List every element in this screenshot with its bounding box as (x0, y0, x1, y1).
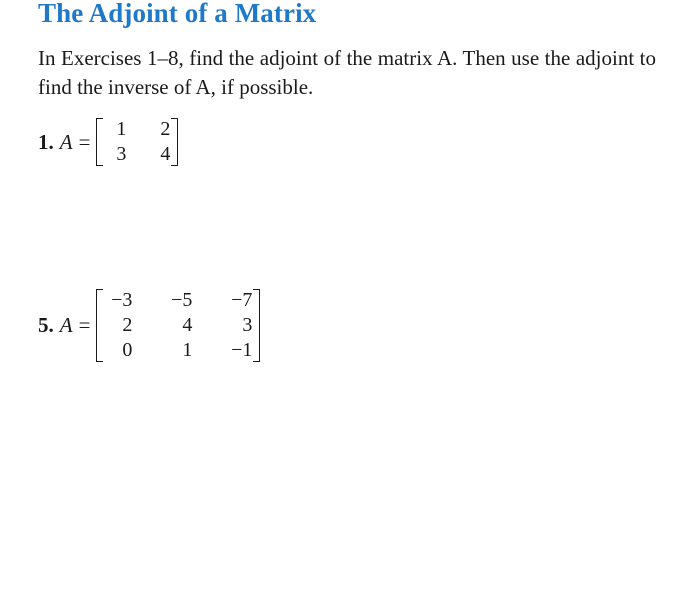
matrix-cell: 3 (116, 143, 127, 165)
matrix-row (104, 117, 170, 142)
matrix-cell: 1 (116, 118, 127, 140)
exercise-number: 1. (38, 129, 54, 154)
matrix-5 (96, 288, 260, 363)
matrix-cell: −5 (171, 289, 193, 311)
instructions-text: In Exercises 1–8, find the adjoint of the matrix A. Then use the adjoint to find the inverse of A, if possible. (38, 46, 656, 99)
matrix-cell: −1 (231, 339, 253, 361)
equals-sign: = (78, 129, 91, 154)
matrix-row (104, 338, 252, 363)
matrix-row (104, 288, 252, 313)
matrix-1 (96, 117, 178, 167)
matrix-cell: −7 (231, 289, 253, 311)
section-title: The Adjoint of a Matrix (38, 0, 317, 28)
equals-sign: = (78, 313, 91, 337)
matrix-variable: A (59, 129, 73, 154)
matrix-cell: 3 (242, 314, 253, 336)
matrix-cell: 4 (160, 143, 171, 165)
matrix-row (104, 313, 252, 338)
matrix-cell: 1 (182, 339, 193, 361)
matrix-cell: 2 (122, 314, 133, 336)
exercise-5 (38, 288, 260, 363)
exercise-1 (38, 117, 178, 167)
matrix-cell: 4 (182, 314, 193, 336)
matrix-cell: 2 (160, 118, 171, 140)
matrix-cell: −3 (111, 289, 133, 311)
exercise-number: 5. (38, 313, 54, 337)
matrix-variable: A (59, 313, 73, 337)
matrix-row (104, 142, 170, 167)
matrix-cell: 0 (122, 339, 133, 361)
